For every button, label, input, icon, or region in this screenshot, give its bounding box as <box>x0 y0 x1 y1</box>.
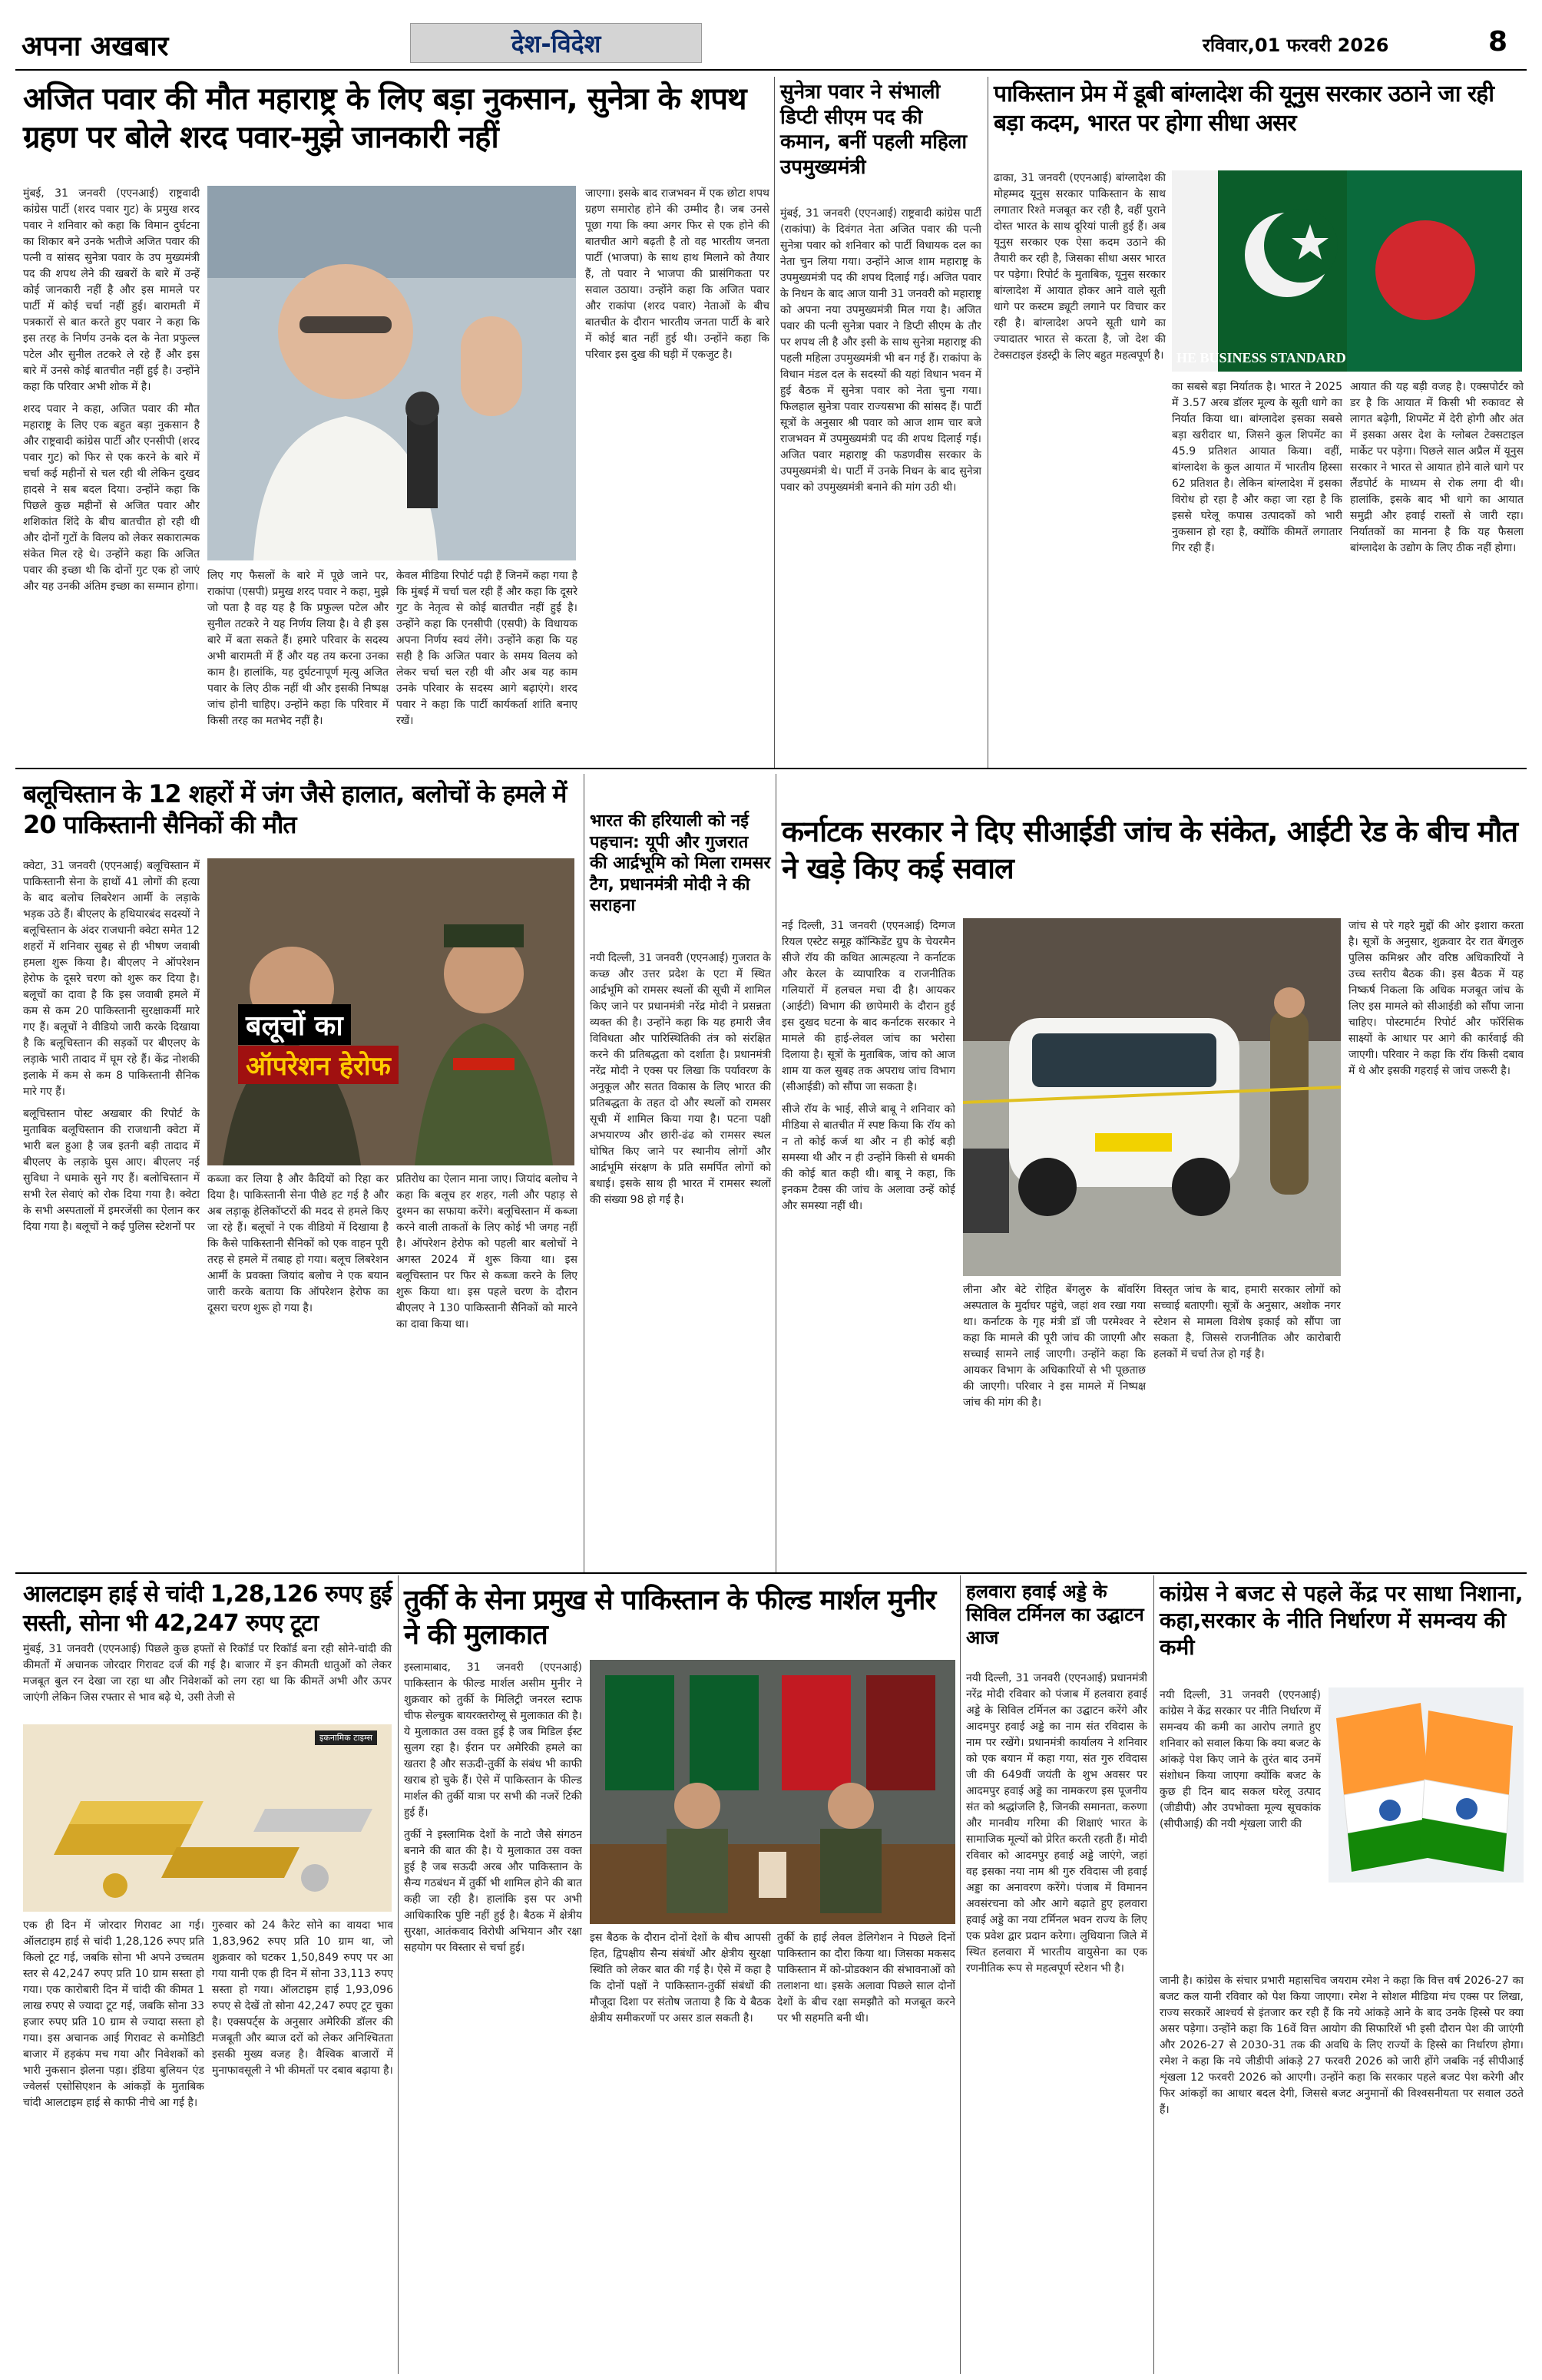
story2-headline: सुनेत्रा पवार ने संभाली डिप्टी सीएम पद की कमान, बनीं पहली महिला उपमुख्यमंत्री <box>780 81 968 179</box>
story8-col1b-text: तुर्की ने इस्लामिक देशों के नाटो जैसे संगठन बनाने की बात की है। ये मुलाकात उस वक्त हुई है जब सऊदी अरब और पाकिस्तान के सैन्य गठबंधन में तुर्की भी शामिल होने की बात कही जा रही है। हालांकि इस पर अभी आधिकारिक पुष्टि नहीं हुई है। बैठक में क्षेत्रीय सुरक्षा, आतंकवाद विरोधी अभियान और रक्षा सहयोग पर विस्तार से चर्चा हुई। <box>404 1829 582 1954</box>
story6-col1 <box>782 918 955 1565</box>
story7-intro: मुंबई, 31 जनवरी (एएनआई) पिछले कुछ हफ्तों से रिकॉर्ड पर रिकॉर्ड बना रही सोने-चांदी की कीमतों में अचानक जोरदार गिरावट दर्ज की गई है। बाजार में इन कीमती धातुओं को लेकर मजबूत बुल रन देखा जा रहा था और निवेशकों को लग रहा था कि कीमतें अभी और ऊपर जाएंगी लेकिन जिस रफ्तार से भाव बढ़े थे, उसी तेजी से <box>23 1643 392 1704</box>
date-line: रविवार,01 फरवरी 2026 <box>1203 35 1389 56</box>
story2-body: मुंबई, 31 जनवरी (एएनआई) राष्ट्रवादी कांग्रेस पार्टी (राकांपा) के दिवंगत नेता अजित पवार की पत्नी सुनेत्रा पवार को शनिवार को पार्टी विधायक दल का नेता चुन लिया गया। उन्होंने आज शाम महाराष्ट्र के उपमुख्यमंत्री पद की शपथ दिलाई गई। अजित पवार के निधन के बाद आज यानी 31 जनवरी को महाराष्ट्र को अपना नया उपमुख्यमंत्री मिल गया है। अजित पवार की पत्नी सुनेत्रा पवार ने डिप्टी सीएम के तौर पर शपथ ली है और इसी के साथ सुनेत्रा महाराष्ट्र की पहली महिला उपमुख्यमंत्री भी बन गई हैं। राकांपा के विधान मंडल दल के सदस्यों की यहां विधान भवन में हुई बैठक में सुनेत्रा पवार को नेता चुना गया। फिलहाल सुनेत्रा पवार राज्यसभा की सांसद हैं। पार्टी सूत्रों के अनुसार श्री पवार को आज शाम चार बजे राजभवन में उपमुख्यमंत्री पद की शपथ दिलाई गई। अजित पवार महाराष्ट्र की फडणवीस सरकार के उपमुख्यमंत्री थे। पार्टी में उनके निधन के बाद सुनेत्रा पवार को उपमुख्यमंत्री बनाने की मांग उठी थी। <box>780 207 981 494</box>
story6-col1-text: नई दिल्ली, 31 जनवरी (एएनआई) दिग्गज रियल एस्टेट समूह कॉन्फिडेंट ग्रुप के चेयरमैन सीजे रॉय की कथित आत्महत्या ने कर्नाटक और केरल के व्यापारिक व राजनीतिक गलियारों में हलचल मचा दी है। आयकर (आईटी) विभाग की छापेमारी के दौरान हुई इस दुखद घटना के बाद कर्नाटक सरकार ने मामले की हाई-लेवल जांच का भरोसा दिलाया है। सूत्रों के मुताबिक, जांच को आज शाम या कल सुबह तक अपराध जांच विभाग (सीआईडी) को सौंपा जा सकता है। <box>782 920 955 1093</box>
munir-meeting-illustration <box>590 1660 955 1924</box>
divider-h1 <box>15 768 1527 769</box>
image-tag: इकनामिक टाइम्स <box>315 1730 377 1745</box>
story4-col3: प्रतिरोध का ऐलान माना जाए। जियांद बलोच ने कहा कि बलूच हर शहर, गली और पहाड़ से दुश्मन का सफाया करेंगे। बलूचिस्तान में कब्जा करने वाली ताकतों के लिए कोई भी जगह नहीं है। ऑपरेशन हेरोफ को पहली बार बलोचों ने अगस्त 2024 में शुरू किया था। इस बलूचिस्तान पर फिर से कब्जा करने के लिए शुरू किया था। इस पहले चरण के दौरान बीएलए ने 130 पाकिस्तानी सैनिकों को मारने का दावा किया था। <box>396 1173 577 1330</box>
story8-col1 <box>404 1660 582 2371</box>
masthead-rule <box>15 69 1527 71</box>
divider-h2 <box>15 1572 1527 1574</box>
story1-col3: केवल मीडिया रिपोर्ट पढ़ी हैं जिनमें कहा गया है कि मुंबई में चर्चा चल रही हैं और कहा कि दूसरे गुट के नेतृत्व से कोई बातचीत नहीं हुई है। उन्होंने कहा कि एनसीपी (एसपी) के विधायक अपना निर्णय स्वयं लेंगे। उन्होंने कहा कि यह सही है कि अजित पवार के समय विलय को लेकर चर्चा चल रही थी और अब यह काम उनके परिवार के सदस्य आगे बढ़ाएंगे। शरद पवार ने कहा कि पार्टी कार्यकर्ता शांति बनाए रखें। <box>396 570 577 727</box>
image-overlay-1: बलूचों का <box>238 1004 351 1045</box>
story1-col4: जाएगा। इसके बाद राजभवन में एक छोटा शपथ ग्रहण समारोह होने की उम्मीद है। जब उनसे पूछा गया कि क्या अगर फिर से एक होने की बातचीत आगे बढ़ती है तो वह भारतीय जनता पार्टी (भाजपा) के साथ हाथ मिलाने को तैयार हैं, तो पवार ने भाजपा की प्रासंगिकता पर सवाल उठाया। उन्होंने कहा कि अजित पवार और राकांपा (शरद पवार) नेताओं के बीच बातचीत के दौरान भारतीय जनता पार्टी के बारे में कोई बात नहीं हुई थी। उन्होंने कहा कि परिवार इस दुख की घड़ी में एकजुट है। <box>585 187 769 361</box>
car-scene-illustration <box>963 918 1341 1276</box>
story5-headline: भारत की हरियाली को नई पहचान: यूपी और गुजरात की आर्द्रभूमि को मिला रामसर टैग, प्रधानमंत्री मोदी ने की सराहना <box>590 812 771 915</box>
paper-name: अपना अखबार <box>22 31 169 62</box>
story1-col1b-text: शरद पवार ने कहा, अजित पवार की मौत महाराष्ट्र के लिए एक बहुत बड़ा नुकसान है और राष्ट्रवादी कांग्रेस पार्टी और एनसीपी (शरद पवार गुट) को फिर से एक करने के बारे में चर्चा कई महीनों से चल रही थी लेकिन दुखद हादसे ने सब बदल दिया। उन्होंने कहा कि पिछले कुछ महीनों से अजित पवार और शशिकांत शिंदे के बीच बातचीत हो रही थी और दोनों गुटों के विलय को लेकर सकारात्मक संकेत मिल रहे थे। उन्होंने कहा कि अजित पवार की इच्छा थी कि दोनों गुट एक हो जाएं और यह उनकी अंतिम इच्छा का सम्मान होगा। <box>23 403 200 593</box>
congress-flags-photo <box>1329 1687 1524 1883</box>
story6-col3: विस्तृत जांच के बाद, हमारी सरकार लोगों को सच्चाई बताएगी। सूत्रों के अनुसार, अशोक नगर स्टेशन से मामला विशेष इकाई को सौंपा जा सकता है, जिससे राजनीतिक और कारोबारी हलकों में चर्चा तेज हो गई है। <box>1153 1284 1341 1360</box>
story3-headline: पाकिस्तान प्रेम में डूबी बांग्लादेश की यूनुस सरकार उठाने जा रही बड़ा कदम, भारत पर होगा सीधा असर <box>994 81 1494 137</box>
story9-body: नयी दिल्ली, 31 जनवरी (एएनआई) प्रधानमंत्री नरेंद्र मोदी रविवार को पंजाब में हलवारा हवाई अड्डे के सिविल टर्मिनल का उद्घाटन करेंगे और आदमपुर हवाई अड्डे का नाम संत रविदास के नाम पर रखेंगे। प्रधानमंत्री कार्यालय ने शनिवार को एक बयान में कहा गया, संत गुरु रविदास जी की 649वीं जयंती के शुभ अवसर पर आदमपुर हवाई अड्डे का नामकरण इस पूजनीय संत को श्रद्धांजलि है, जिनकी समानता, करुणा और मानवीय गरिमा की शिक्षाएं भारत के सामाजिक मूल्यों को प्रेरित करती रहती हैं। मोदी रविवार को आदमपुर हवाई अड्डे जाएंगे, जहां वह इसका नया नाम श्री गुरु रविदास जी हवाई अड्डा का अनावरण करेंगे। पंजाब में विमानन अवसंरचना को और आगे बढ़ाते हुए हलवारा हवाई अड्डे का नया टर्मिनल भवन राज्य के लिए एक प्रवेश द्वार प्रदान करेगा। लुधियाना जिले में स्थित हलवारा में भारतीय वायुसेना का एक रणनीतिक रूप से महत्वपूर्ण स्टेशन भी है। <box>966 1672 1147 1975</box>
page-number: 8 <box>1488 26 1508 58</box>
sharad-pawar-photo <box>207 186 576 560</box>
car-scene-photo <box>963 918 1341 1276</box>
congress-flags-illustration <box>1329 1687 1524 1883</box>
story8-col1-text: इस्लामाबाद, 31 जनवरी (एएनआई) पाकिस्तान के फील्ड मार्शल असीम मुनीर ने शुक्रवार को तुर्की के मिलिट्री जनरल स्टाफ चीफ सेल्चुक बायरक्तरोग्लू से मुलाकात की है। ये मुलाकात उस वक्त हुई है जब मिडिल ईस्ट सुलग रहा है। ईरान पर अमेरिकी हमले का खतरा है और सऊदी-तुर्की के संबंध भी काफी खराब हो चुके हैं। ऐसे में पाकिस्तान के फील्ड मार्शल की तुर्की यात्रा पर सभी की नजरें टिकी हुई हैं। <box>404 1661 582 1819</box>
story8-headline: तुर्की के सेना प्रमुख से पाकिस्तान के फील्ड मार्शल मुनीर ने की मुलाकात <box>404 1585 936 1651</box>
story1-col1-text: मुंबई, 31 जनवरी (एएनआई) राष्ट्रवादी कांग्रेस पार्टी (शरद पवार गुट) के प्रमुख शरद पवार ने शनिवार को कहा कि विमान दुर्घटना का शिकार बने उनके भतीजे अजित पवार की पत्नी व सांसद सुनेत्रा पवार के उप मुख्यमंत्री पद की शपथ लेने की खबरों के बारे में उन्हें कोई जानकारी नहीं है और इस मामले पर पार्टी में कोई चर्चा नहीं हुई। बारामती में पत्रकारों से बात करते हुए पवार ने कहा कि इस तरह के निर्णय उनके दल के नेता प्रफुल्ल पटेल और सुनील तटकरे ले रहे हैं और इस बारे में उनसे कोई बातचीत नहीं हुई है। उन्होंने कहा कि परिवार अभी शोक में है। <box>23 187 200 393</box>
gold-bars-photo <box>23 1724 392 1912</box>
baloch-photo <box>207 858 574 1165</box>
story7-col2: गुरुवार को 24 कैरेट सोने का वायदा भाव 1,83,962 रुपए प्रति 10 ग्राम था, जो शुक्रवार को घटकर 1,50,849 रुपए पर आ गया यानी एक ही दिन में सोना 33,113 रुपए सस्ता हो गया। ऑलटाइम हाई 1,93,096 रुपए से देखें तो सोना 42,247 रुपए टूट चुका है। एक्सपर्ट्स के अनुसार अमेरिकी डॉलर की मजबूती और ब्याज दरों को लेकर अनिश्चितता इसकी मुख्य वजह है। वैश्विक बाजारों में मुनाफावसूली ने भी कीमतों पर दबाव बढ़ाया है। <box>212 1919 393 2077</box>
story6-col4: जांच से परे गहरे मुद्दों की ओर इशारा करता है। सूत्रों के अनुसार, शुक्रवार देर रात बेंगलुरु पुलिस कमिश्नर और वरिष्ठ अधिकारियों ने उच्च स्तरीय बैठक की। इस बैठक में यह निष्कर्ष निकला कि अधिक मजबूत जांच के लिए इस मामले को सीआईडी को सौंपा जाना चाहिए। पोस्टमार्टम रिपोर्ट और फॉरेंसिक साक्ष्यों के आधार पर आगे की कार्रवाई की जाएगी। परिवार ने कहा कि रॉय किसी दबाव में थे और इसकी गहराई से जांच जरूरी है। <box>1348 920 1524 1077</box>
divider-v5 <box>398 1575 399 2374</box>
story8-col2: इस बैठक के दौरान दोनों देशों के बीच आपसी हित, द्विपक्षीय सैन्य संबंधों और क्षेत्रीय सुरक्षा स्थिति को लेकर बात की गई है। ऐसे में कहा है कि दोनों पक्षों ने पाकिस्तान-तुर्की संबंधों की मौजूदा दिशा पर संतोष जताया है कि ये बैठक क्षेत्रीय समीकरणों पर असर डाल सकती है। <box>590 1932 771 2025</box>
story5-body: नयी दिल्ली, 31 जनवरी (एएनआई) गुजरात के कच्छ और उत्तर प्रदेश के एटा में स्थित आर्द्रभूमि को रामसर स्थलों की सूची में शामिल किए जाने पर प्रधानमंत्री नरेंद्र मोदी ने प्रसन्नता व्यक्त की है। उन्होंने कहा कि यह हमारी जैव विविधता और पारिस्थितिकी तंत्र को संरक्षित करने की प्रतिबद्धता को दर्शाता है। प्रधानमंत्री नरेंद्र मोदी ने एक्स पर लिखा कि पर्यावरण के अनुकूल और सतत विकास के लिए भारत की प्रतिबद्धता के तहत दो और स्थलों को रामसर सूची में शामिल किया गया है। पटना पक्षी अभयारण्य और छारी-ढंढ को रामसर स्थल घोषित किए जाने पर स्थानीय लोगों और आर्द्रभूमि संरक्षण के प्रति समर्पित लोगों को बधाई। इसके साथ ही भारत में रामसर स्थलों की संख्या 98 हो गई है। <box>590 952 771 1206</box>
story10-intro: नयी दिल्ली, 31 जनवरी (एएनआई) कांग्रेस ने केंद्र सरकार पर नीति निर्धारण में समन्वय की कमी का आरोप लगाते हुए शनिवार को सवाल किया कि क्या बजट के आंकड़े पेश किए जाने के तुरंत बाद उनमें संशोधन किया जाएगा क्योंकि बजट के कुछ ही दिन बाद सकल घरेलू उत्पाद (जीडीपी) और उपभोक्ता मूल्य सूचकांक (सीपीआई) की नयी शृंखला जारी की <box>1160 1689 1321 1830</box>
story10-body: जानी है। कांग्रेस के संचार प्रभारी महासचिव जयराम रमेश ने कहा कि वित्त वर्ष 2026-27 का बजट कल यानी रविवार को पेश किया जाएगा। रमेश ने सोशल मीडिया मंच एक्स पर लिखा, राज्य सरकारें आश्चर्य से इंतजार कर रही हैं कि नये आंकड़े आने के बाद उनके हिस्से पर क्या असर पड़ेगा। उन्होंने कहा कि 16वें वित्त आयोग की सिफारिशें भी इसी दौरान पेश की जाएंगी और 2026-27 से 2030-31 तक की अवधि के लिए राज्यों के हिस्से का निर्धारण होगा। रमेश ने कहा कि नये जीडीपी आंकड़े 27 फरवरी 2026 को जारी होंगे जबकि नई सीपीआई शृंखला 12 फरवरी 2026 को आएगी। उन्होंने कहा कि सरकार पहले बजट पेश करेगी और फिर आंकड़ों का आधार बदल देगी, जिससे बजट अनुमानों की विश्वसनीयता पर सवाल उठते हैं। <box>1160 1975 1524 2116</box>
image-caption: HE BUSINESS STANDARD <box>1176 350 1346 365</box>
story1-headline: अजित पवार की मौत महाराष्ट्र के लिए बड़ा नुकसान, सुनेत्रा के शपथ ग्रहण पर बोले शरद पवार-मुझे जानकारी नहीं <box>23 81 746 155</box>
story4-col1-text: क्वेटा, 31 जनवरी (एएनआई) बलूचिस्तान में पाकिस्तानी सेना के हाथों 41 लोगों की हत्या के बाद बलोच लिबरेशन आर्मी के लड़ाके भड़क उठे हैं। बीएलए के हथियारबंद सदस्यों ने बलूचिस्तान के अंदर राजधानी क्वेटा समेत 12 शहरों में शनिवार सुबह से ही भीषण जवाबी हमला शुरू किया है। बीएलए ने ऑपरेशन हेरोफ के दूसरे चरण को शुरू कर दिया है। बलूचों का दावा है कि इस जवाबी हमले में कम से कम 20 पाकिस्तानी सुरक्षाकर्मी मारे गए हैं। बलूचों ने वीडियो जारी करके दिखाया है कि बलूचिस्तान की सड़कों पर बीएलए के लड़ाके भारी तादाद में घूम रहे हैं। केंद्र नोशकी इलाके में कम से कम 8 पाकिस्तानी सैनिक मारे गए हैं। <box>23 860 200 1098</box>
story3-col3: आयात की यह बड़ी वजह है। एक्सपोर्टर को डर है कि आयात में किसी भी रुकावट से लागत बढ़ेगी, शिपमेंट में देरी होगी और अंत में इसका असर देश के ग्लोबल टेक्सटाइल मार्केट पर पड़ेगा। पिछले साल अप्रैल में यूनुस सरकार ने भारत से आयात होने वाले धागे पर लैंडपोर्ट के माध्यम से रोक लगा दी थी। हालांकि, इसके बाद भी धागे का आयात समुद्री और हवाई रास्तों से जारी रहा। निर्यातकों का मानना है कि यह फैसला बांग्लादेश के उद्योग के लिए ठीक नहीं होगा। <box>1350 381 1524 554</box>
story6-col2: लीना और बेटे रोहित बेंगलुरु के बॉवरिंग अस्पताल के मुर्दाघर पहुंचे, जहां शव रखा गया था। कर्नाटक के गृह मंत्री डॉ जी परमेश्वर ने कहा कि मामले की पूरी जांच की जाएगी और सच्चाई सामने लाई जाएगी। उन्होंने कहा कि आयकर विभाग के अधिकारियों से भी पूछताछ की जाएगी। परिवार ने इस मामले में निष्पक्ष जांच की मांग की है। <box>963 1284 1146 1409</box>
story8-col3: तुर्की के हाई लेवल डेलिगेशन ने पिछले दिनों पाकिस्तान का दौरा किया था। जिसका मकसद पाकिस्तान में को-प्रोडक्शन की संभावनाओं को तलाशना था। इसके अलावा पिछले साल दोनों देशों के बीच रक्षा समझौते को मजबूत करने पर भी सहमति बनी थी। <box>777 1932 955 2025</box>
military-meeting-photo <box>590 1660 955 1924</box>
story6-headline: कर्नाटक सरकार ने दिए सीआईडी जांच के संकेत, आईटी रेड के बीच मौत ने खड़े किए कई सवाल <box>782 815 1518 885</box>
story4-col2: कब्जा कर लिया है और कैदियों को रिहा कर दिया है। पाकिस्तानी सेना पीछे हट गई है और अब लड़ाकू हेलिकॉप्टरों की मदद से हमले किए जा रहे हैं। बलूचों ने एक वीडियो में दिखाया है कि कैसे पाकिस्तानी सैनिकों को एक वाहन पूरी तरह से हमले में तबाह हो गया। बलूच लिबरेशन आर्मी के प्रवक्ता जियांद बलोच ने एक बयान जारी करके बताया कि ऑपरेशन हेरोफ का दूसरा चरण शुरू हो गया है। <box>207 1173 389 1314</box>
story1-col1 <box>23 186 200 754</box>
section-banner <box>410 23 702 63</box>
divider-v7 <box>1153 1575 1154 2374</box>
story7-headline: आलटाइम हाई से चांदी 1,28,126 रुपए हुई सस्ती, सोना भी 42,247 रुपए टूटा <box>23 1581 392 1637</box>
story7-col1: एक ही दिन में जोरदार गिरावट आ गई। ऑलटाइम हाई से चांदी 1,28,126 रुपए प्रति किलो टूट गई, जबकि सोना भी अपने उच्चतम स्तर से 42,247 रुपए प्रति 10 ग्राम सस्ता हो गया। एक कारोबारी दिन में चांदी की कीमत 1 लाख रुपए से ज्यादा टूट गई, जबकि सोना 33 हजार रुपए प्रति 10 ग्राम से ज्यादा सस्ता हो गया। इस अचानक आई गिरावट से कमोडिटी बाजार में हड़कंप मच गया और निवेशकों को भारी नुकसान झेलना पड़ा। इंडिया बुलियन एंड ज्वेलर्स एसोसिएशन के आंकड़ों के मुताबिक चांदी आलटाइम हाई से काफी नीचे आ गई है। <box>23 1919 204 2109</box>
pak-bangladesh-flags <box>1172 170 1522 372</box>
story4-headline: बलूचिस्तान के 12 शहरों में जंग जैसे हालात, बलोचों के हमले में 20 पाकिस्तानी सैनिकों की मौत <box>23 779 567 839</box>
story1-col2: लिए गए फैसलों के बारे में पूछे जाने पर, राकांपा (एसपी) प्रमुख शरद पवार ने कहा, मुझे जो पता है वह यह है कि प्रफुल्ल पटेल और सुनील तटकरे ने यह निर्णय लिया है। वे ही इस बारे में बता सकते हैं। हमारे परिवार के सदस्य अभी बारामती में हैं और यह तय करना उनका काम है। हालांकि, यह दुर्घटनापूर्ण मृत्यु अजित पवार के लिए ठीक नहीं थी और इसकी निष्पक्ष जांच होनी चाहिए। उन्होंने कहा कि परिवार में किसी तरह का मतभेद नहीं है। <box>207 570 389 727</box>
divider-v6 <box>960 1575 961 2374</box>
story3-col2: का सबसे बड़ा निर्यातक है। भारत ने 2025 में 3.57 अरब डॉलर मूल्य के सूती धागे का निर्यात किया था। बांग्लादेश इसका सबसे बड़ा खरीदार था, जिसने कुल शिपमेंट का 45.9 प्रतिशत आयात किया। वहीं, बांग्लादेश के कुल आयात में भारतीय हिस्सा 62 प्रतिशत है। लेकिन बांग्लादेश में इसका विरोध हो रहा है और कहा जा रहा है कि इससे घरेलू कपास उत्पादकों को भारी नुकसान हो रहा है, क्योंकि कीमतें लगातार गिर रही हैं। <box>1172 381 1342 554</box>
divider-v1 <box>774 77 775 768</box>
story4-col1 <box>23 858 200 1565</box>
image-overlay-2: ऑपरेशन हेरोफ <box>238 1046 399 1084</box>
story4-col1b-text: बलूचिस्तान पोस्ट अखबार की रिपोर्ट के मुताबिक बलूचिस्तान की राजधानी क्वेटा में भारी बल हुआ है जब इतनी बड़ी तादाद में बीएलए के लड़ाके घुस आए। बीएलए नई सुविधा ने धमाके सुने गए हैं। बलोचिस्तान में सभी रेल सेवाएं को रोक दिया गया है। क्वेटा के सभी अस्पतालों में इमरजेंसी का ऐलान कर दिया गया है। बलूचों ने कई पुलिस स्टेशनों पर <box>23 1108 200 1233</box>
flags-photo <box>1172 170 1522 372</box>
pawar-illustration <box>207 186 576 560</box>
story3-col1: ढाका, 31 जनवरी (एएनआई) बांग्लादेश की मोहम्मद यूनुस सरकार पाकिस्तान के साथ लगातार रिश्ते मजबूत कर रही है, वहीं पुराने दोस्त भारत के साथ दूरियां पाली हुई हैं। अब यूनुस सरकार एक ऐसा कदम उठाने की तैयारी कर रही है, जिसका सीधा असर भारत पर पड़ेगा। रिपोर्ट के मुताबिक, यूनुस सरकार बांग्लादेश में आयात होकर आने वाले सूती धागे पर कस्टम ड्यूटी लगाने पर विचार कर रही है। बांग्लादेश अपने सूती धागे का ज्यादातर भारत से करता है, जो देश की टेक्सटाइल इंडस्ट्री के लिए बहुत महत्वपूर्ण है। <box>994 172 1166 362</box>
story10-headline: कांग्रेस ने बजट से पहले केंद्र पर साधा निशाना, कहा,सरकार के नीति निर्धारण में समन्वय की कमी <box>1160 1581 1524 1660</box>
masthead <box>0 0 1542 69</box>
story6-col1b-text: सीजे रॉय के भाई, सीजे बाबू ने शनिवार को मीडिया से बातचीत में स्पष्ट किया कि रॉय को न तो कोई कर्ज था और न ही कोई बड़ी समस्या थी और न ही उन्होंने किसी से धमकी की कोई बात कही थी। बाबू ने कहा, कि इनकम टैक्स की जांच के अलावा उन्हें कोई और समस्या नहीं थी। <box>782 1103 955 1212</box>
section-label: देश-विदेश <box>511 29 601 58</box>
story9-headline: हलवारा हवाई अड्डे के सिविल टर्मिनल का उद्घाटन आज <box>966 1581 1144 1648</box>
gold-silver-illustration <box>23 1724 392 1912</box>
